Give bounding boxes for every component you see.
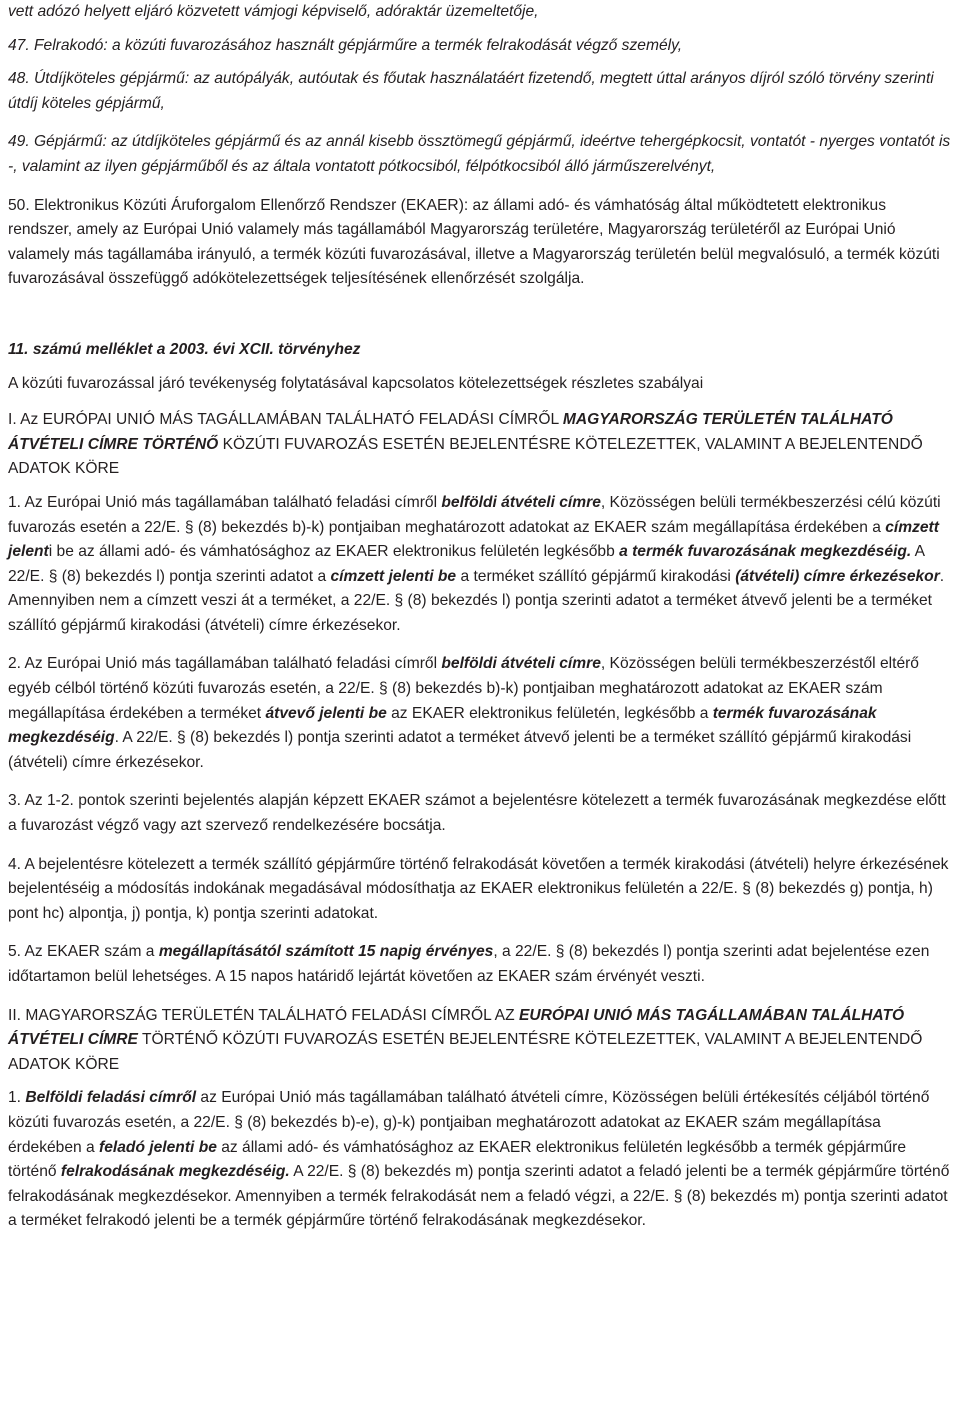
section-i-point-5 (8, 940, 952, 989)
text-run: , Közösségen belüli termékbeszerzési célú közúti fuvarozás esetén a 22/E. § (8) bekezdés b)-k) pontjaiban meghatározott adatokat az EKAER szám megállapítása érdekében a (8, 493, 941, 536)
text-run-bold: megállapításától számított 15 napig érvényes (158, 943, 494, 961)
text-run: az EKAER elektronikus felületén, legkésőbb a (386, 704, 713, 722)
text-run-bold: címzett jelenti be (330, 567, 457, 585)
text-run-bold: (átvételi) címre érkezésekor (735, 567, 940, 585)
definition-48: 48. Útdíjköteles gépjármű: az autópályák, autóutak és főutak használatáért fizetendő, megtett úttal arányos díjról szóló törvény szerinti útdíj köteles gépjármű, (8, 70, 934, 112)
text-run: az állami adó- és vámhatósághoz az EKAER elektronikus felületén legkésőbb a termék gépjárműre történő (8, 1138, 906, 1181)
text-run: 1. (8, 1089, 26, 1107)
text-run: 2. Az Európai Unió más tagállamában található feladási címről (8, 655, 442, 673)
text-run: a terméket szállító gépjármű kirakodási (456, 567, 736, 585)
text-run-bold: termék fuvarozásának megkezdéséig (8, 704, 877, 747)
text-run-bold: címzett jelent (8, 518, 939, 561)
section-i-heading-part1: I. Az EURÓPAI UNIÓ MÁS TAGÁLLAMÁBAN TALÁLHATÓ FELADÁSI CÍMRŐL (8, 411, 563, 429)
section-i-point-4: 4. A bejelentésre kötelezett a termék szállító gépjárműre történő felrakodását követően a termék kirakodási (átvételi) helyre érkezésének bejelentéséig a módosítás indokának megadásával módosíthatja az EKAER elektronikus felületén a 22/E. § (8) bekezdés g) pontja, h) pont hc) alpontja, j) pontja, k) pontja szerinti adatokat. (8, 855, 949, 922)
text-run: 1. Az Európai Unió más tagállamában található feladási címről (8, 493, 442, 511)
text-run-bold: a termék fuvarozásának megkezdéséig. (619, 543, 912, 561)
section-ii-heading-part2: EURÓPAI UNIÓ MÁS TAGÁLLAMÁBAN TALÁLHATÓ ÁTVÉTELI CÍMRE (8, 1006, 905, 1049)
text-run-bold: felrakodásának megkezdéséig. (60, 1163, 290, 1181)
section-ii-heading-part3: TÖRTÉNŐ KÖZÚTI FUVAROZÁS ESETÉN BEJELENTÉSRE KÖTELEZETTEK, VALAMINT A BEJELENTENDŐ ADATOK KÖRE (8, 1031, 923, 1073)
text-run: A 22/E. § (8) bekezdés m) pontja szerinti adatot a feladó jelenti be a termék gépjárműre történő felrakodásának megkezdésekor. Amennyiben a termék felrakodását nem a feladó végzi, a 22/E. § (8) bekezdés m) pontja szerinti adatot a terméket felrakodó jelenti be a termék gépjárműre történő felrakodásának megkezdésekor. (8, 1163, 950, 1230)
text-run: 5. Az EKAER szám a (8, 943, 159, 961)
section-i-point-3: 3. Az 1-2. pontok szerinti bejelentés alapján képzett EKAER számot a bejelentésre kötelezett a termék fuvarozásának megkezdése előtt a fuvarozást végző vagy azt szervező rendelkezésére bocsátja. (8, 792, 946, 835)
section-i-heading-part2: MAGYARORSZÁG TERÜLETÉN TALÁLHATÓ ÁTVÉTELI CÍMRE TÖRTÉNŐ (8, 411, 893, 453)
text-run-bold: átvevő jelenti be (265, 704, 387, 722)
text-run-bold: feladó jelenti be (99, 1138, 217, 1156)
annex-title: 11. számú melléklet a 2003. évi XCII. törvényhez (8, 340, 361, 358)
text-run-bold: Belföldi feladási címről (25, 1089, 197, 1107)
text-run: A 22/E. § (8) bekezdés l) pontja szerinti adatot a (8, 543, 925, 585)
annex-subtitle: A közúti fuvarozással járó tevékenység folytatásával kapcsolatos kötelezettségek részletes szabályai (8, 374, 704, 392)
text-run-bold: belföldi átvételi címre (441, 493, 601, 511)
section-i-point-2 (8, 652, 952, 775)
text-run: , a 22/E. § (8) bekezdés l) pontja szerinti adat bejelentése ezen időtartamon belül lehetséges. A 15 napos határidő lejártát követően az EKAER szám érvényét veszti. (8, 943, 930, 985)
section-ii-heading-part1: II. MAGYARORSZÁG TERÜLETÉN TALÁLHATÓ FELADÁSI CÍMRŐL AZ (8, 1006, 519, 1024)
text-run: , Közösségen belüli termékbeszerzéstől eltérő egyéb célból történő közúti fuvarozás esetén, a 22/E. § (8) bekezdés b)-k) pontjaiban meghatározott adatokat az EKAER szám megállapítása érdekében a terméket (8, 655, 919, 722)
definition-50: 50. Elektronikus Közúti Áruforgalom Ellenőrző Rendszer (EKAER): az állami adó- és vámhatóság által működtetett elektronikus rendszer, amely az Európai Unió valamely más tagállamából Magyarország területére, Magyarország területéről az Európai Unió valamely más tagállamába irányuló, a termék közúti fuvarozásával, illetve a Magyarország területén belül megvalósuló, a termék közúti fuvarozásával összefüggő adókötelezettségek teljesítésének ellenőrzését szolgálja. (8, 196, 940, 288)
text-run: . Amennyiben nem a címzett veszi át a terméket, a 22/E. § (8) bekezdés l) pontja szerinti adatot a terméket átvevő jelenti be a terméket szállító gépjármű kirakodási (átvételi) címre érkezésekor. (8, 567, 945, 634)
text-run: . A 22/E. § (8) bekezdés l) pontja szerinti adatot a terméket átvevő jelenti be a terméket szállító gépjármű kirakodási (átvételi) címre érkezésekor. (8, 729, 912, 771)
text-run: i be az állami adó- és vámhatósághoz az EKAER elektronikus felületén legkésőbb (48, 543, 620, 561)
section-i-point-1 (8, 491, 952, 639)
definition-continuation: vett adózó helyett eljáró közvetett vámjogi képviselő, adóraktár üzemeltetője, (8, 3, 539, 20)
definition-49: 49. Gépjármű: az útdíjköteles gépjármű és az annál kisebb össztömegű gépjármű, ideértve tehergépkocsit, vontatót - nyerges vontatót is -, valamint az ilyen gépjárműből és az általa vontatott pótkocsiból, félpótkocsiból álló járműszerelvényt, (8, 133, 951, 175)
section-ii-point-1 (8, 1086, 952, 1234)
section-ii-heading (8, 1004, 952, 1078)
definition-47: 47. Felrakodó: a közúti fuvarozásához használt gépjárműre a termék felrakodását végző személy, (8, 36, 683, 54)
text-run: az Európai Unió más tagállamában található átvételi címre, Közösségen belüli értékesítés céljából történő közúti fuvarozás esetén, a 22/E. § (8) bekezdés b)-e), g)-k) pontjaiban meghatározott adatokat az EKAER szám megállapítása érdekében a (8, 1089, 930, 1156)
section-i-heading-part3: KÖZÚTI FUVAROZÁS ESETÉN BEJELENTÉSRE KÖTELEZETTEK, VALAMINT A BEJELENTENDŐ ADATOK KÖRE (8, 435, 923, 478)
section-i-heading (8, 408, 952, 482)
text-run-bold: belföldi átvételi címre (441, 655, 601, 673)
